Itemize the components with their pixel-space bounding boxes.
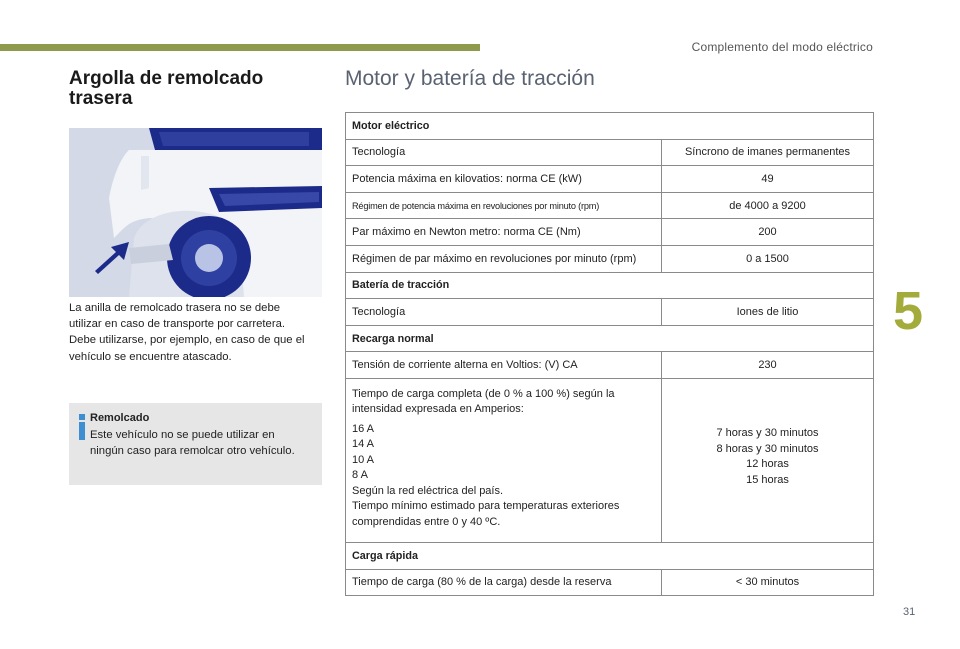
row-label: Tecnología: [346, 299, 662, 326]
towing-ring-title: [69, 69, 329, 109]
row-label: Tiempo de carga (80 % de la carga) desde la reserva: [346, 569, 662, 596]
table-row: [346, 378, 874, 542]
row-value: 200: [662, 219, 874, 246]
towing-ring-title-line2: trasera: [69, 88, 133, 109]
row-label: Tecnología: [346, 139, 662, 166]
charge-note-line: Tiempo mínimo estimado para temperaturas exteriores: [352, 500, 620, 513]
section-motor-header: Motor eléctrico: [346, 113, 874, 140]
motor-battery-spec-table: [345, 112, 874, 596]
table-row: [346, 325, 874, 352]
table-row: [346, 113, 874, 140]
rear-towing-ring-illustration: [69, 128, 322, 297]
description-line: La anilla de remolcado trasera no se debe: [69, 302, 281, 314]
row-label: Tensión de corriente alterna en Voltios: (V) CA: [346, 352, 662, 379]
description-line: utilizar en caso de transporte por carretera.: [69, 318, 286, 331]
info-line: ningún caso para remolcar otro vehículo.: [90, 445, 295, 457]
info-icon: [77, 414, 87, 440]
row-label: Régimen de par máximo en revoluciones por minuto (rpm): [346, 245, 662, 272]
charge-time-label: [346, 378, 662, 542]
towing-ring-title-line1: Argolla de remolcado: [69, 68, 264, 89]
table-row: [346, 166, 874, 193]
row-value: de 4000 a 9200: [662, 192, 874, 219]
table-row: [346, 569, 874, 596]
charge-note-line: comprendidas entre 0 y 40 ºC.: [352, 515, 501, 528]
row-value: < 30 minutos: [662, 569, 874, 596]
section-fast-charge-header: Carga rápida: [346, 542, 874, 569]
table-row: [346, 139, 874, 166]
towing-ring-description: [69, 300, 325, 365]
charge-time-value: 7 horas y 30 minutos: [716, 427, 819, 440]
info-line: Este vehículo no se puede utilizar en: [90, 429, 275, 441]
towing-info-box: [69, 403, 322, 485]
amperage-line: 14 A: [352, 438, 375, 451]
table-row: [346, 245, 874, 272]
description-line: Debe utilizarse, por ejemplo, en caso de que el: [69, 334, 305, 347]
chapter-number: 5: [893, 281, 924, 341]
amperage-line: 10 A: [352, 453, 375, 466]
motor-battery-title: Motor y batería de tracción: [345, 67, 595, 90]
row-label: Par máximo en Newton metro: norma CE (Nm): [346, 219, 662, 246]
page-number: 31: [903, 606, 916, 618]
row-value: 49: [662, 166, 874, 193]
table-row: [346, 272, 874, 299]
table-row: [346, 352, 874, 379]
table-row: [346, 192, 874, 219]
car-rear-wheel-icon: [69, 128, 322, 297]
header-accent-bar: [0, 44, 480, 51]
amperage-line: 16 A: [352, 422, 375, 435]
amperage-line: 8 A: [352, 469, 368, 482]
row-value: Síncrono de imanes permanentes: [662, 139, 874, 166]
row-value: 0 a 1500: [662, 245, 874, 272]
section-normal-charge-header: Recarga normal: [346, 325, 874, 352]
charge-time-values: [662, 378, 874, 542]
row-label: Potencia máxima en kilovatios: norma CE (kW): [346, 166, 662, 193]
description-line: vehículo se encuentre atascado.: [69, 350, 232, 363]
charge-label-line: Tiempo de carga completa (de 0 % a 100 %) según la: [352, 387, 615, 400]
section-header-title: Complemento del modo eléctrico: [691, 40, 873, 54]
row-value: Iones de litio: [662, 299, 874, 326]
row-value: 230: [662, 352, 874, 379]
charge-note-line: Según la red eléctrica del país.: [352, 484, 504, 497]
charge-label-line: intensidad expresada en Amperios:: [352, 403, 524, 416]
info-box-title: Remolcado: [90, 412, 150, 424]
info-box-text: [90, 427, 316, 459]
charge-time-value: 12 horas: [746, 458, 789, 471]
section-battery-header: Batería de tracción: [346, 272, 874, 299]
charge-time-value: 15 horas: [746, 473, 789, 486]
table-row: [346, 299, 874, 326]
charge-time-value: 8 horas y 30 minutos: [716, 442, 819, 455]
table-row: [346, 219, 874, 246]
table-row: [346, 542, 874, 569]
row-label: Régimen de potencia máxima en revoluciones por minuto (rpm): [346, 192, 662, 219]
